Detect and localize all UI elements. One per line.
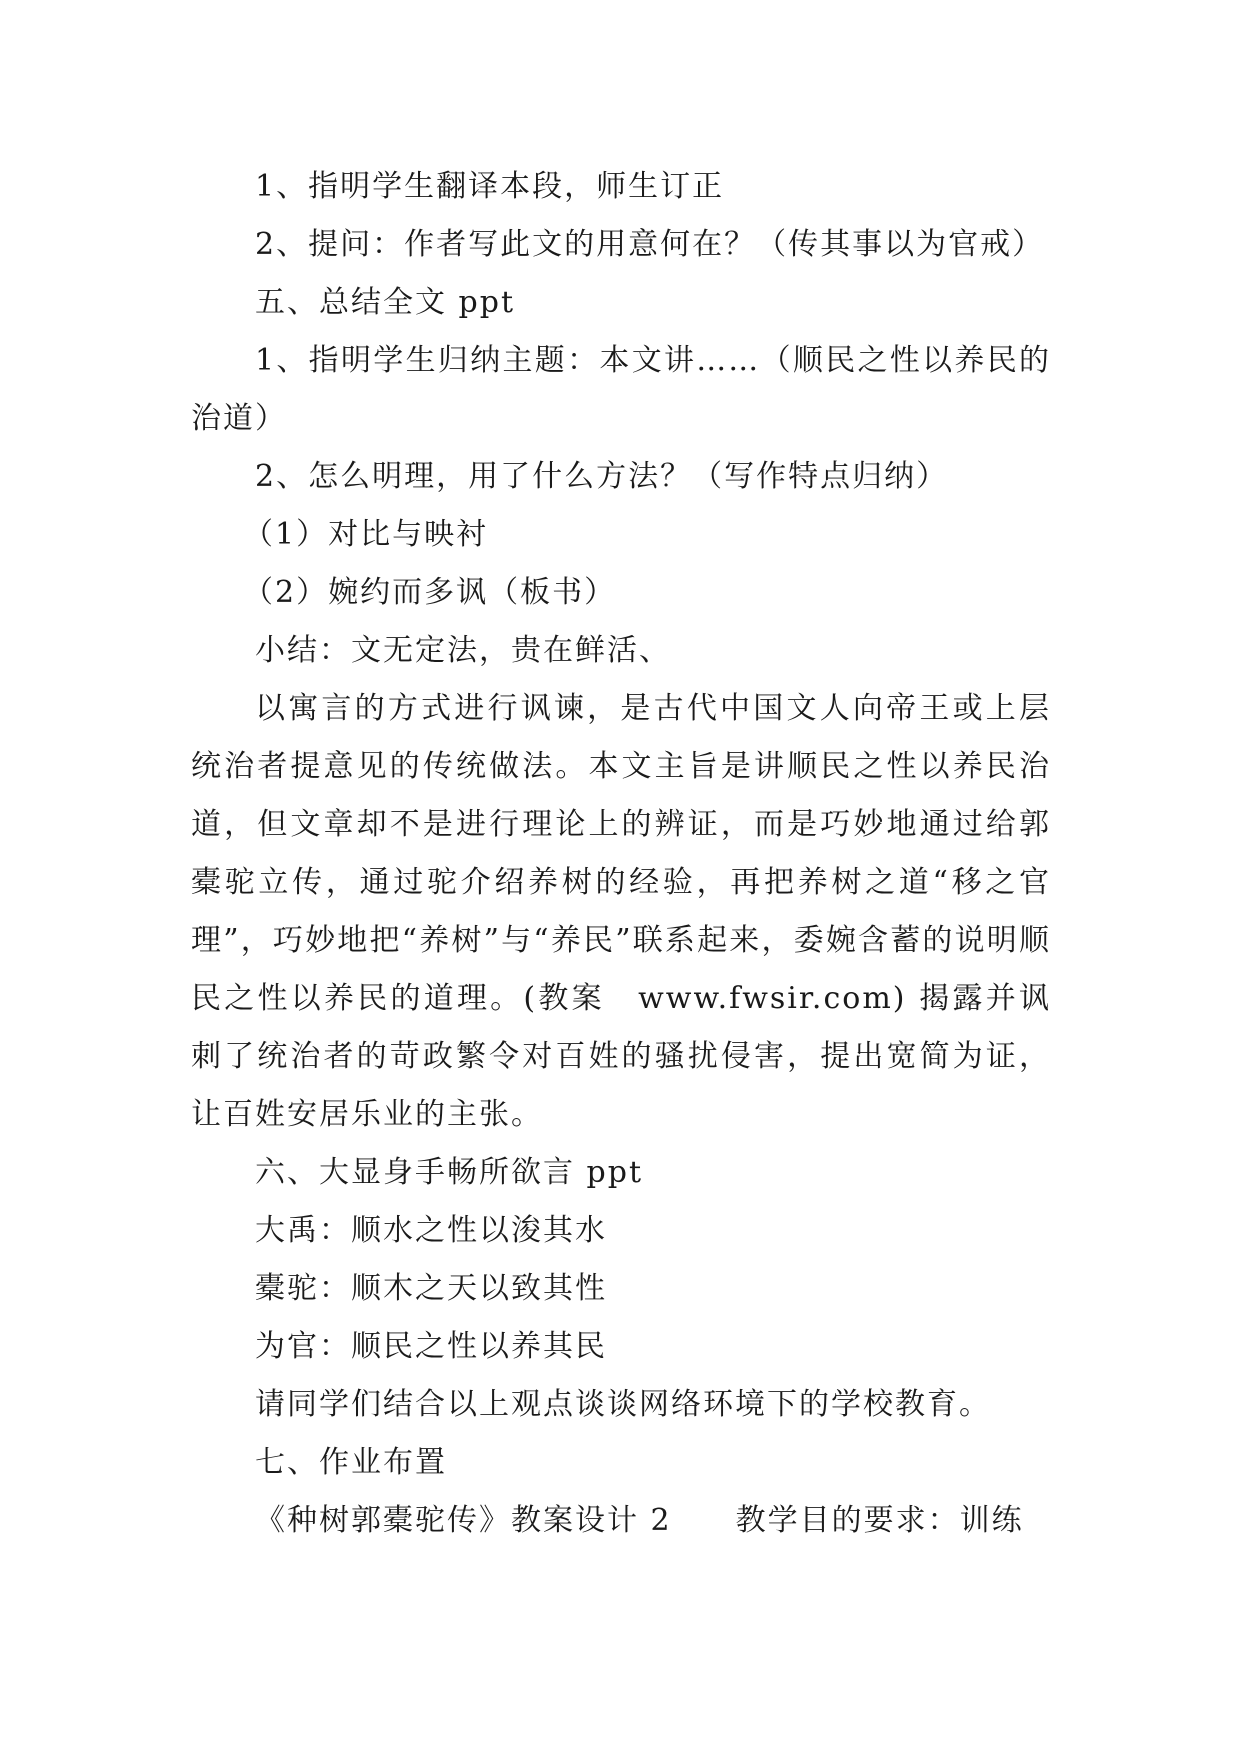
section-heading-homework: 七、作业布置 (255, 1445, 447, 1480)
section-heading-summary: 五、总结全文 ppt (255, 285, 515, 320)
document-body (191, 158, 1051, 1550)
paragraph-step-question: 2、提问：作者写此文的用意何在？（传其事以为官戒） (255, 227, 1045, 262)
paragraph-discussion-prompt: 请同学们结合以上观点谈谈网络环境下的学校教育。 (255, 1387, 991, 1422)
list-item-contrast: （1）对比与映衬 (243, 517, 489, 552)
paragraph-next-lesson: 《种树郭橐驼传》教案设计 2 教学目的要求：训练 (255, 1503, 1024, 1538)
paragraph-tuotuo: 橐驼：顺木之天以致其性 (255, 1271, 607, 1306)
section-heading-discussion: 六、大显身手畅所欲言 ppt (255, 1155, 643, 1190)
paragraph-step-method: 2、怎么明理，用了什么方法？（写作特点归纳） (255, 459, 949, 494)
paragraph-official: 为官：顺民之性以养其民 (255, 1329, 607, 1364)
paragraph-conclusion: 小结：文无定法，贵在鲜活、 (255, 633, 671, 668)
paragraph-step-translate: 1、指明学生翻译本段，师生订正 (255, 169, 725, 204)
paragraph-dayu: 大禹：顺水之性以浚其水 (255, 1213, 607, 1248)
paragraph-step-theme: 1、指明学生归纳主题：本文讲……（顺民之性以养民的治道） (191, 343, 1051, 436)
list-item-satire: （2）婉约而多讽（板书） (243, 575, 617, 610)
paragraph-analysis: 以寓言的方式进行讽谏，是古代中国文人向帝王或上层统治者提意见的传统做法。本文主旨是讲顺民之性以养民治道，但文章却不是进行理论上的辨证，而是巧妙地通过给郭橐驼立传，通过驼介绍养树的经验，再把养树之道“移之官理”，巧妙地把“养树”与“养民”联系起来，委婉含蓄的说明顺民之性以养民的道理。(教案 www.fwsir.com) 揭露并讽刺了统治者的苛政繁令对百姓的骚扰侵害，提出宽简为证，让百姓安居乐业的主张。 (191, 691, 1051, 1132)
